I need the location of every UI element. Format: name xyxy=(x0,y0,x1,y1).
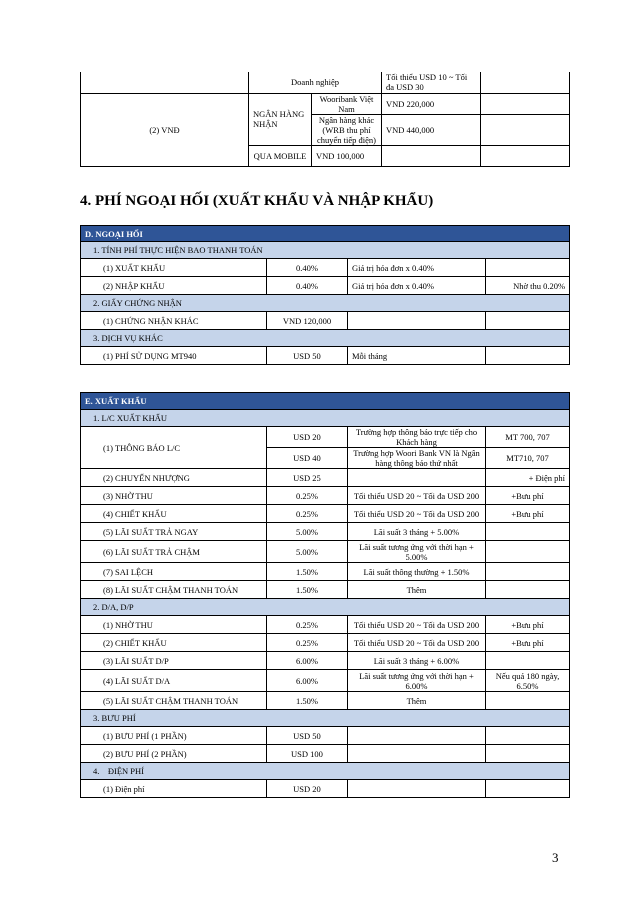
cell-empty xyxy=(486,780,570,798)
row-label: (1) NHỜ THU xyxy=(81,616,267,634)
cell-empty xyxy=(486,652,570,670)
row-note: Lãi suất 3 tháng + 5.00% xyxy=(348,523,486,541)
page-number: 3 xyxy=(552,850,559,865)
row-label: (6) LÃI SUẤT TRẢ CHẬM xyxy=(81,541,267,563)
row-note: Tối thiểu USD 20 ~ Tối đa USD 200 xyxy=(348,505,486,523)
row-label: (1) XUẤT KHẨU xyxy=(81,259,267,277)
row-rate: 1.50% xyxy=(267,563,348,581)
group-title: 3. DỊCH VỤ KHÁC xyxy=(81,330,570,347)
cell-empty xyxy=(486,692,570,710)
row-label: (5) LÃI SUẤT TRẢ NGAY xyxy=(81,523,267,541)
group-title: 2. D/A, D/P xyxy=(81,599,570,616)
row-note: Thêm xyxy=(348,581,486,599)
vnd-label: (2) VNĐ xyxy=(81,93,249,166)
row-label: (1) PHÍ SỬ DỤNG MT940 xyxy=(81,347,267,365)
cell-empty xyxy=(486,541,570,563)
mobile-fee: VND 100,000 xyxy=(312,145,382,166)
cell-empty xyxy=(81,72,249,93)
row-extra: +Bưu phí xyxy=(486,505,570,523)
min-max-note: Tối thiểu USD 10 ~ Tối đa USD 30 xyxy=(382,72,481,93)
row-note: Tối thiểu USD 20 ~ Tối đa USD 200 xyxy=(348,616,486,634)
group-title: 3. BƯU PHÍ xyxy=(81,710,570,727)
group-title: 1. TÍNH PHÍ THỰC HIỆN BAO THANH TOÁN xyxy=(81,242,570,259)
row-note: Thêm xyxy=(348,692,486,710)
cell-empty xyxy=(481,145,570,166)
cell-empty xyxy=(348,780,486,798)
section-e-title: E. XUẤT KHẨU xyxy=(81,393,570,410)
other-bank-fee: VND 440,000 xyxy=(382,114,481,145)
row-rate: 0.40% xyxy=(267,277,348,295)
row-note: Giá trị hóa đơn x 0.40% xyxy=(348,277,486,295)
row-label: (2) CHUYỂN NHƯỢNG xyxy=(81,469,267,487)
cell-empty xyxy=(486,312,570,330)
cell-empty xyxy=(486,523,570,541)
woori-bank-name: Wooribank Việt Nam xyxy=(312,93,382,114)
row-extra: +Bưu phí xyxy=(486,616,570,634)
row-rate: USD 40 xyxy=(267,448,348,469)
section-heading: 4. PHÍ NGOẠI HỐI (XUẤT KHẨU VÀ NHẬP KHẨU) xyxy=(80,193,434,209)
row-rate: USD 20 xyxy=(267,780,348,798)
row-label: (1) BƯU PHÍ (1 PHẦN) xyxy=(81,727,267,745)
row-label: (2) BƯU PHÍ (2 PHẦN) xyxy=(81,745,267,763)
woori-fee: VND 220,000 xyxy=(382,93,481,114)
row-rate: USD 25 xyxy=(267,469,348,487)
row-extra: Nhờ thu 0.20% xyxy=(486,277,570,295)
row-label: (2) NHẬP KHẨU xyxy=(81,277,267,295)
row-label: (4) CHIẾT KHẤU xyxy=(81,505,267,523)
row-rate: 6.00% xyxy=(267,670,348,692)
group-title: 4. ĐIỆN PHÍ xyxy=(81,763,570,780)
row-note: Trường hợp Woori Bank VN là Ngân hàng thông báo thứ nhất xyxy=(348,448,486,469)
row-rate: 0.25% xyxy=(267,487,348,505)
export-table xyxy=(80,392,570,798)
row-rate: 0.40% xyxy=(267,259,348,277)
cell-empty xyxy=(486,347,570,365)
row-extra: MT710, 707 xyxy=(486,448,570,469)
top-fee-table xyxy=(80,72,570,167)
cell-empty xyxy=(486,727,570,745)
mobile-label: QUA MOBILE xyxy=(249,145,312,166)
row-rate: 5.00% xyxy=(267,523,348,541)
cell-empty xyxy=(348,727,486,745)
row-label: (7) SAI LỆCH xyxy=(81,563,267,581)
receiving-bank-label: NGÂN HÀNG NHẬN xyxy=(249,93,312,145)
row-note: Lãi suất tương ứng với thời hạn + 5.00% xyxy=(348,541,486,563)
row-note: Mỗi tháng xyxy=(348,347,486,365)
row-label: (2) CHIẾT KHẤU xyxy=(81,634,267,652)
row-label: (5) LÃI SUẤT CHẬM THANH TOÁN xyxy=(81,692,267,710)
cell-empty xyxy=(348,312,486,330)
cell-empty xyxy=(486,745,570,763)
row-note xyxy=(348,469,486,487)
section-d-title: D. NGOẠI HỐI xyxy=(81,226,570,242)
row-note: Tối thiểu USD 20 ~ Tối đa USD 200 xyxy=(348,487,486,505)
customer-type: Doanh nghiệp xyxy=(249,72,382,93)
row-rate: 6.00% xyxy=(267,652,348,670)
foreign-exchange-table xyxy=(80,225,570,365)
row-note: Trường hợp thông báo trực tiếp cho Khách hàng xyxy=(348,427,486,448)
row-label: (1) THÔNG BÁO L/C xyxy=(81,427,267,469)
cell-empty xyxy=(486,563,570,581)
row-label: (3) LÃI SUẤT D/P xyxy=(81,652,267,670)
row-rate: 0.25% xyxy=(267,505,348,523)
row-note: Lãi suất tương ứng với thời hạn + 6.00% xyxy=(348,670,486,692)
row-label: (8) LÃI SUẤT CHẬM THANH TOÁN xyxy=(81,581,267,599)
row-rate: USD 100 xyxy=(267,745,348,763)
row-rate: VND 120,000 xyxy=(267,312,348,330)
row-extra: +Bưu phí xyxy=(486,634,570,652)
group-title: 1. L/C XUẤT KHẨU xyxy=(81,410,570,427)
row-rate: USD 20 xyxy=(267,427,348,448)
cell-empty xyxy=(481,93,570,114)
cell-empty xyxy=(481,114,570,145)
row-note: Giá trị hóa đơn x 0.40% xyxy=(348,259,486,277)
row-extra: + Điện phí xyxy=(486,469,570,487)
row-label: (3) NHỜ THU xyxy=(81,487,267,505)
row-note: Lãi suất 3 tháng + 6.00% xyxy=(348,652,486,670)
row-extra: Nếu quá 180 ngày, 6.50% xyxy=(486,670,570,692)
other-bank-name: Ngân hàng khác (WRB thu phí chuyển tiếp điện) xyxy=(312,114,382,145)
row-note: Tối thiểu USD 20 ~ Tối đa USD 200 xyxy=(348,634,486,652)
row-rate: 1.50% xyxy=(267,692,348,710)
row-extra: MT 700, 707 xyxy=(486,427,570,448)
group-title: 2. GIẤY CHỨNG NHẬN xyxy=(81,295,570,312)
row-rate: USD 50 xyxy=(267,727,348,745)
cell-empty xyxy=(382,145,481,166)
row-label: (4) LÃI SUẤT D/A xyxy=(81,670,267,692)
row-rate: 0.25% xyxy=(267,634,348,652)
row-rate: 0.25% xyxy=(267,616,348,634)
cell-empty xyxy=(481,72,570,93)
cell-empty xyxy=(486,581,570,599)
row-note: Lãi suất thông thường + 1.50% xyxy=(348,563,486,581)
row-rate: USD 50 xyxy=(267,347,348,365)
row-label: (1) CHỨNG NHẬN KHÁC xyxy=(81,312,267,330)
row-rate: 5.00% xyxy=(267,541,348,563)
row-label: (1) Điện phí xyxy=(81,780,267,798)
cell-empty xyxy=(348,745,486,763)
row-rate: 1.50% xyxy=(267,581,348,599)
row-extra: +Bưu phí xyxy=(486,487,570,505)
row-extra xyxy=(486,259,570,277)
